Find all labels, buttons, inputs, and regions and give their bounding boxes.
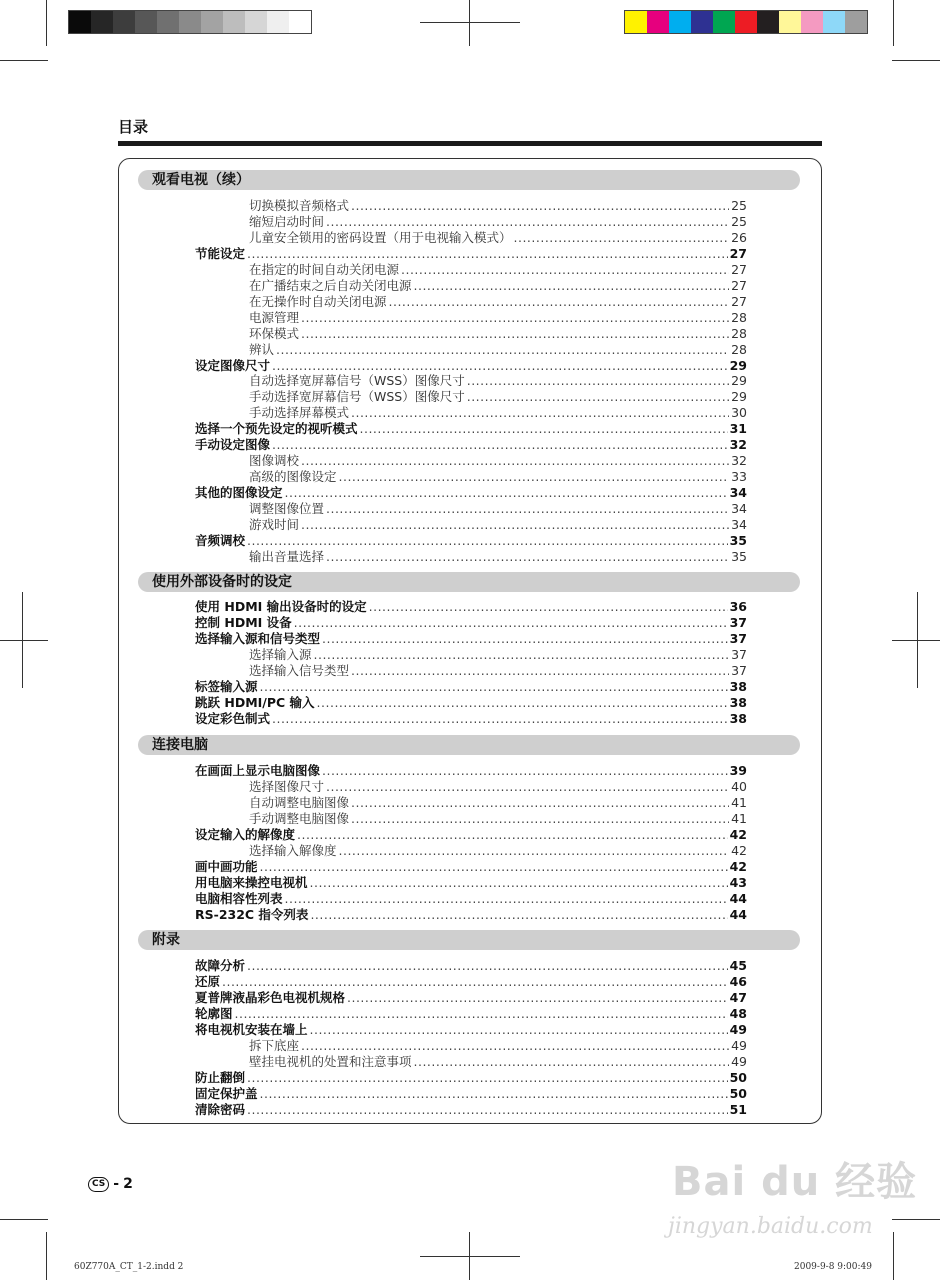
toc-page-number: 25 — [731, 213, 747, 229]
toc-page-number: 35 — [731, 548, 747, 564]
toc-subentry[interactable] — [249, 453, 747, 469]
dot-leader — [301, 1038, 729, 1054]
toc-page-number: 32 — [729, 437, 747, 453]
heading-rule — [118, 141, 822, 146]
toc-subentry[interactable] — [249, 278, 747, 294]
section-header: 连接电脑 — [138, 735, 800, 755]
toc-page-number: 42 — [729, 858, 747, 874]
toc-page-number: 28 — [731, 309, 747, 325]
toc-page-number: 49 — [731, 1037, 747, 1053]
dot-leader — [222, 974, 728, 990]
toc-subentry[interactable] — [249, 310, 747, 326]
toc-entry-label: 跳跃 HDMI/PC 输入 — [195, 694, 315, 710]
dot-leader — [351, 405, 729, 421]
dot-leader — [351, 663, 729, 679]
toc-entry[interactable] — [195, 958, 747, 974]
toc-page-number: 26 — [731, 229, 747, 245]
gray-swatch — [91, 11, 113, 33]
toc-page-number: 37 — [731, 662, 747, 678]
toc-page-number: 42 — [731, 842, 747, 858]
toc-entry[interactable] — [195, 615, 747, 631]
dot-leader — [285, 485, 728, 501]
crop-mark — [0, 60, 48, 61]
color-swatch — [779, 11, 801, 33]
toc-page-number: 51 — [729, 1101, 747, 1117]
crop-mark — [892, 60, 940, 61]
slug-filename: 60Z770A_CT_1-2.indd 2 — [74, 1262, 184, 1272]
toc-entry[interactable] — [195, 1102, 747, 1118]
toc-page-number: 38 — [729, 678, 747, 694]
toc-entry[interactable] — [195, 421, 747, 437]
toc-entry-label: 固定保护盖 — [195, 1085, 258, 1101]
color-swatch — [735, 11, 757, 33]
crop-mark — [469, 0, 470, 46]
dot-leader — [235, 1006, 728, 1022]
dot-leader — [272, 711, 728, 727]
toc-entry-label: 防止翻倒 — [195, 1069, 246, 1085]
toc-entry[interactable] — [195, 246, 747, 262]
toc-entry[interactable] — [195, 437, 747, 453]
gray-swatch — [267, 11, 289, 33]
toc-subentry[interactable] — [249, 549, 747, 565]
dot-leader — [339, 843, 730, 859]
toc-entry-label: 在广播结束之后自动关闭电源 — [249, 277, 412, 293]
dot-leader — [301, 517, 729, 533]
toc-page-number: 41 — [731, 794, 747, 810]
section-header: 附录 — [138, 930, 800, 950]
toc-entry-label: RS-232C 指令列表 — [195, 906, 309, 922]
toc-entry-label: 用电脑来操控电视机 — [195, 874, 308, 890]
dot-leader — [247, 1070, 728, 1086]
toc-page-number: 33 — [731, 469, 747, 485]
toc-entry[interactable] — [195, 679, 747, 695]
toc-entry-label: 将电视机安装在墙上 — [195, 1021, 308, 1037]
toc-entry-label: 手动调整电脑图像 — [249, 810, 350, 826]
section-header: 观看电视（续） — [138, 170, 800, 190]
toc-page-number: 43 — [729, 874, 747, 890]
dot-leader — [322, 763, 728, 779]
dot-leader — [514, 230, 730, 246]
section-header: 使用外部设备时的设定 — [138, 572, 800, 592]
toc-entry-label: 在无操作时自动关闭电源 — [249, 293, 387, 309]
toc-page-number: 50 — [729, 1085, 747, 1101]
gray-swatch — [179, 11, 201, 33]
dot-leader — [351, 198, 729, 214]
toc-entry-label: 还原 — [195, 973, 221, 989]
toc-page-number: 30 — [731, 405, 747, 421]
dot-leader — [260, 679, 728, 695]
toc-subentry[interactable] — [249, 1054, 747, 1070]
color-swatch — [713, 11, 735, 33]
toc-page-number: 28 — [731, 325, 747, 341]
page-title: 目录 — [118, 118, 149, 136]
dot-leader — [301, 310, 729, 326]
toc-page-number: 38 — [729, 694, 747, 710]
toc-subentry[interactable] — [249, 230, 747, 246]
toc-page-number: 34 — [731, 501, 747, 517]
toc-entry[interactable] — [195, 859, 747, 875]
toc-page-number: 28 — [731, 341, 747, 357]
toc-entry-label: 夏普牌液晶彩色电视机规格 — [195, 989, 346, 1005]
toc-entry-label: 手动选择宽屏幕信号（WSS）图像尺寸 — [249, 389, 465, 405]
toc-entry-label: 在指定的时间自动关闭电源 — [249, 261, 400, 277]
grayscale-color-bar — [68, 10, 312, 34]
toc-entry-label: 节能设定 — [195, 245, 246, 261]
gray-swatch — [113, 11, 135, 33]
dot-leader — [414, 1054, 730, 1070]
toc-subentry[interactable] — [249, 373, 747, 389]
dot-leader — [310, 1022, 728, 1038]
dot-leader — [301, 453, 729, 469]
toc-entry-label: 电源管理 — [249, 309, 300, 325]
crop-mark — [46, 0, 47, 46]
dot-leader — [314, 647, 730, 663]
crop-mark — [0, 640, 48, 641]
toc-page-number: 27 — [729, 245, 747, 261]
toc-subentry[interactable] — [249, 326, 747, 342]
toc-entry-label: 清除密码 — [195, 1101, 246, 1117]
toc-entry-label: 选择图像尺寸 — [249, 778, 325, 794]
toc-subentry[interactable] — [249, 843, 747, 859]
toc-entry[interactable] — [195, 1086, 747, 1102]
toc-entry-label: 缩短启动时间 — [249, 213, 325, 229]
dot-leader — [369, 599, 728, 615]
toc-page-number: 50 — [729, 1069, 747, 1085]
dot-leader — [401, 262, 729, 278]
toc-page-number: 37 — [729, 614, 747, 630]
dot-leader — [414, 278, 730, 294]
crop-mark — [892, 640, 940, 641]
toc-entry-label: 输出音量选择 — [249, 548, 325, 564]
toc-entry[interactable] — [195, 891, 747, 907]
toc-page-number: 44 — [729, 906, 747, 922]
color-swatch — [625, 11, 647, 33]
toc-page-number: 35 — [729, 532, 747, 548]
dot-leader — [247, 1102, 728, 1118]
crop-mark — [46, 1232, 47, 1280]
toc-entry-label: 自动选择宽屏幕信号（WSS）图像尺寸 — [249, 373, 465, 389]
dot-leader — [351, 811, 729, 827]
toc-entry-label: 控制 HDMI 设备 — [195, 614, 292, 630]
toc-subentry[interactable] — [249, 469, 747, 485]
toc-page-number: 47 — [729, 989, 747, 1005]
gray-swatch — [289, 11, 311, 33]
dot-leader — [360, 421, 728, 437]
toc-entry[interactable] — [195, 827, 747, 843]
toc-page-number: 46 — [729, 973, 747, 989]
dot-leader — [247, 533, 728, 549]
toc-entry-label: 辨认 — [249, 341, 275, 357]
dot-leader — [272, 437, 728, 453]
toc-subentry[interactable] — [249, 262, 747, 278]
toc-subentry[interactable] — [249, 663, 747, 679]
toc-entry-label: 选择输入源和信号类型 — [195, 630, 321, 646]
watermark-logo: Bai du 经验 — [672, 1159, 918, 1205]
toc-subentry[interactable] — [249, 405, 747, 421]
toc-page-number: 29 — [729, 357, 747, 373]
dot-leader — [301, 326, 729, 342]
toc-entry-label: 高级的图像设定 — [249, 469, 337, 485]
gray-swatch — [69, 11, 91, 33]
dot-leader — [467, 389, 729, 405]
gray-swatch — [135, 11, 157, 33]
gray-swatch — [223, 11, 245, 33]
page-footer — [88, 1176, 133, 1192]
toc-page-number: 38 — [729, 710, 747, 726]
slug-timestamp: 2009-9-8 9:00:49 — [794, 1262, 872, 1272]
dot-leader — [347, 990, 728, 1006]
toc-page-number: 32 — [731, 453, 747, 469]
toc-entry-label: 其他的图像设定 — [195, 485, 283, 501]
dot-leader — [339, 469, 730, 485]
dot-leader — [247, 958, 728, 974]
dot-leader — [351, 795, 729, 811]
toc-page-number: 49 — [731, 1053, 747, 1069]
dot-leader — [297, 827, 728, 843]
toc-entry-label: 儿童安全锁用的密码设置（用于电视输入模式） — [249, 229, 512, 245]
toc-page-number: 34 — [729, 485, 747, 501]
toc-entry[interactable] — [195, 1006, 747, 1022]
toc-subentry[interactable] — [249, 294, 747, 310]
dot-leader — [389, 294, 730, 310]
toc-entry-label: 画中画功能 — [195, 858, 258, 874]
dot-leader — [322, 631, 728, 647]
dot-leader — [294, 615, 728, 631]
toc-entry-label: 壁挂电视机的处置和注意事项 — [249, 1053, 412, 1069]
toc-page-number: 25 — [731, 198, 747, 213]
crop-mark — [892, 1219, 940, 1220]
toc-subentry[interactable] — [249, 198, 747, 214]
toc-entry-label: 切换模拟音频格式 — [249, 198, 350, 213]
color-swatch — [845, 11, 867, 33]
toc-subentry[interactable] — [249, 389, 747, 405]
toc-subentry[interactable] — [249, 811, 747, 827]
toc-entry-label: 选择输入信号类型 — [249, 662, 350, 678]
dot-leader — [326, 214, 729, 230]
toc-entry-label: 电脑相容性列表 — [195, 890, 283, 906]
toc-entry-label: 设定图像尺寸 — [195, 357, 271, 373]
toc-entry-label: 使用 HDMI 输出设备时的设定 — [195, 599, 367, 614]
dot-leader — [272, 358, 728, 374]
dot-leader — [260, 859, 728, 875]
toc-entry[interactable] — [195, 1022, 747, 1038]
toc-entry-label: 调整图像位置 — [249, 501, 325, 517]
toc-page-number: 37 — [731, 646, 747, 662]
color-swatch — [757, 11, 779, 33]
toc-entry-label: 图像调校 — [249, 453, 300, 469]
toc-entry-label: 故障分析 — [195, 958, 246, 973]
color-swatch — [691, 11, 713, 33]
toc-entry-label: 手动设定图像 — [195, 437, 271, 453]
toc-page-number: 48 — [729, 1005, 747, 1021]
toc-page-number: 36 — [729, 599, 747, 614]
dot-leader — [326, 779, 729, 795]
toc-page-number: 27 — [731, 293, 747, 309]
toc-page-number: 27 — [731, 261, 747, 277]
toc-page-number: 27 — [731, 277, 747, 293]
toc-page-number: 45 — [729, 958, 747, 973]
dot-leader — [285, 891, 728, 907]
dot-leader — [317, 695, 728, 711]
toc-page-number: 41 — [731, 810, 747, 826]
toc-page-number: 39 — [729, 763, 747, 778]
color-swatch — [801, 11, 823, 33]
dot-leader — [276, 342, 729, 358]
toc-page-number: 34 — [731, 517, 747, 532]
toc-subentry[interactable] — [249, 1038, 747, 1054]
toc-entry-label: 环保模式 — [249, 325, 300, 341]
crop-mark — [917, 592, 918, 688]
toc-page-number: 37 — [729, 630, 747, 646]
crop-mark — [420, 1256, 520, 1257]
language-badge: CS — [88, 1177, 109, 1192]
toc-entry[interactable] — [195, 974, 747, 990]
toc-entry[interactable] — [195, 599, 747, 615]
gray-swatch — [201, 11, 223, 33]
dot-leader — [467, 373, 729, 389]
toc-entry[interactable] — [195, 711, 747, 727]
toc-entry-label: 选择一个预先设定的视听模式 — [195, 421, 358, 437]
toc-entry-label: 轮廓图 — [195, 1005, 233, 1021]
color-swatch — [669, 11, 691, 33]
watermark-url: jingyan.baidu.com — [668, 1214, 873, 1239]
color-swatch — [823, 11, 845, 33]
toc-page-number: 42 — [729, 826, 747, 842]
dot-leader — [326, 501, 729, 517]
toc-entry[interactable] — [195, 875, 747, 891]
toc-entry[interactable] — [195, 1070, 747, 1086]
crop-mark — [893, 0, 894, 46]
toc-subentry[interactable] — [249, 517, 747, 533]
toc-entry-label: 拆下底座 — [249, 1037, 300, 1053]
dot-leader — [260, 1086, 728, 1102]
toc-entry[interactable] — [195, 485, 747, 501]
toc-entry-label: 游戏时间 — [249, 517, 300, 532]
toc-entry-label: 自动调整电脑图像 — [249, 794, 350, 810]
toc-page-number: 29 — [731, 389, 747, 405]
toc-subentry[interactable] — [249, 795, 747, 811]
toc-entry[interactable] — [195, 763, 747, 779]
toc-entry-label: 在画面上显示电脑图像 — [195, 763, 321, 778]
toc-page-number: 44 — [729, 890, 747, 906]
toc-subentry[interactable] — [249, 342, 747, 358]
dot-leader — [310, 875, 728, 891]
toc-entry[interactable] — [195, 631, 747, 647]
toc-entry[interactable] — [195, 695, 747, 711]
crop-mark — [469, 1232, 470, 1280]
crop-mark — [893, 1232, 894, 1280]
toc-subentry[interactable] — [249, 501, 747, 517]
crop-mark — [22, 592, 23, 688]
toc-entry[interactable] — [195, 533, 747, 549]
page-number: 2 — [123, 1176, 133, 1192]
dot-leader — [247, 246, 728, 262]
toc-entry[interactable] — [195, 907, 747, 923]
toc-entry-label: 选择输入源 — [249, 646, 312, 662]
toc-subentry[interactable] — [249, 779, 747, 795]
dot-leader — [326, 549, 729, 565]
toc-entry-label: 选择输入解像度 — [249, 842, 337, 858]
toc-page-number: 49 — [729, 1021, 747, 1037]
toc-entry[interactable] — [195, 990, 747, 1006]
gray-swatch — [245, 11, 267, 33]
toc-entry-label: 音频调校 — [195, 532, 246, 548]
toc-page-number: 29 — [731, 373, 747, 389]
toc-entry-label: 标签输入源 — [195, 678, 258, 694]
toc-page-number: 40 — [731, 778, 747, 794]
toc-page-number: 31 — [729, 421, 747, 437]
toc-entry-label: 设定输入的解像度 — [195, 826, 296, 842]
dot-leader — [310, 907, 727, 923]
footer-separator: - — [113, 1176, 120, 1192]
crop-mark — [0, 1219, 48, 1220]
toc-subentry[interactable] — [249, 647, 747, 663]
crop-mark — [420, 22, 520, 23]
toc-entry-label: 设定彩色制式 — [195, 710, 271, 726]
toc-entry-label: 手动选择屏幕模式 — [249, 405, 350, 421]
color-swatch — [647, 11, 669, 33]
toc-subentry[interactable] — [249, 214, 747, 230]
process-color-bar — [624, 10, 868, 34]
gray-swatch — [157, 11, 179, 33]
toc-entry[interactable] — [195, 358, 747, 374]
